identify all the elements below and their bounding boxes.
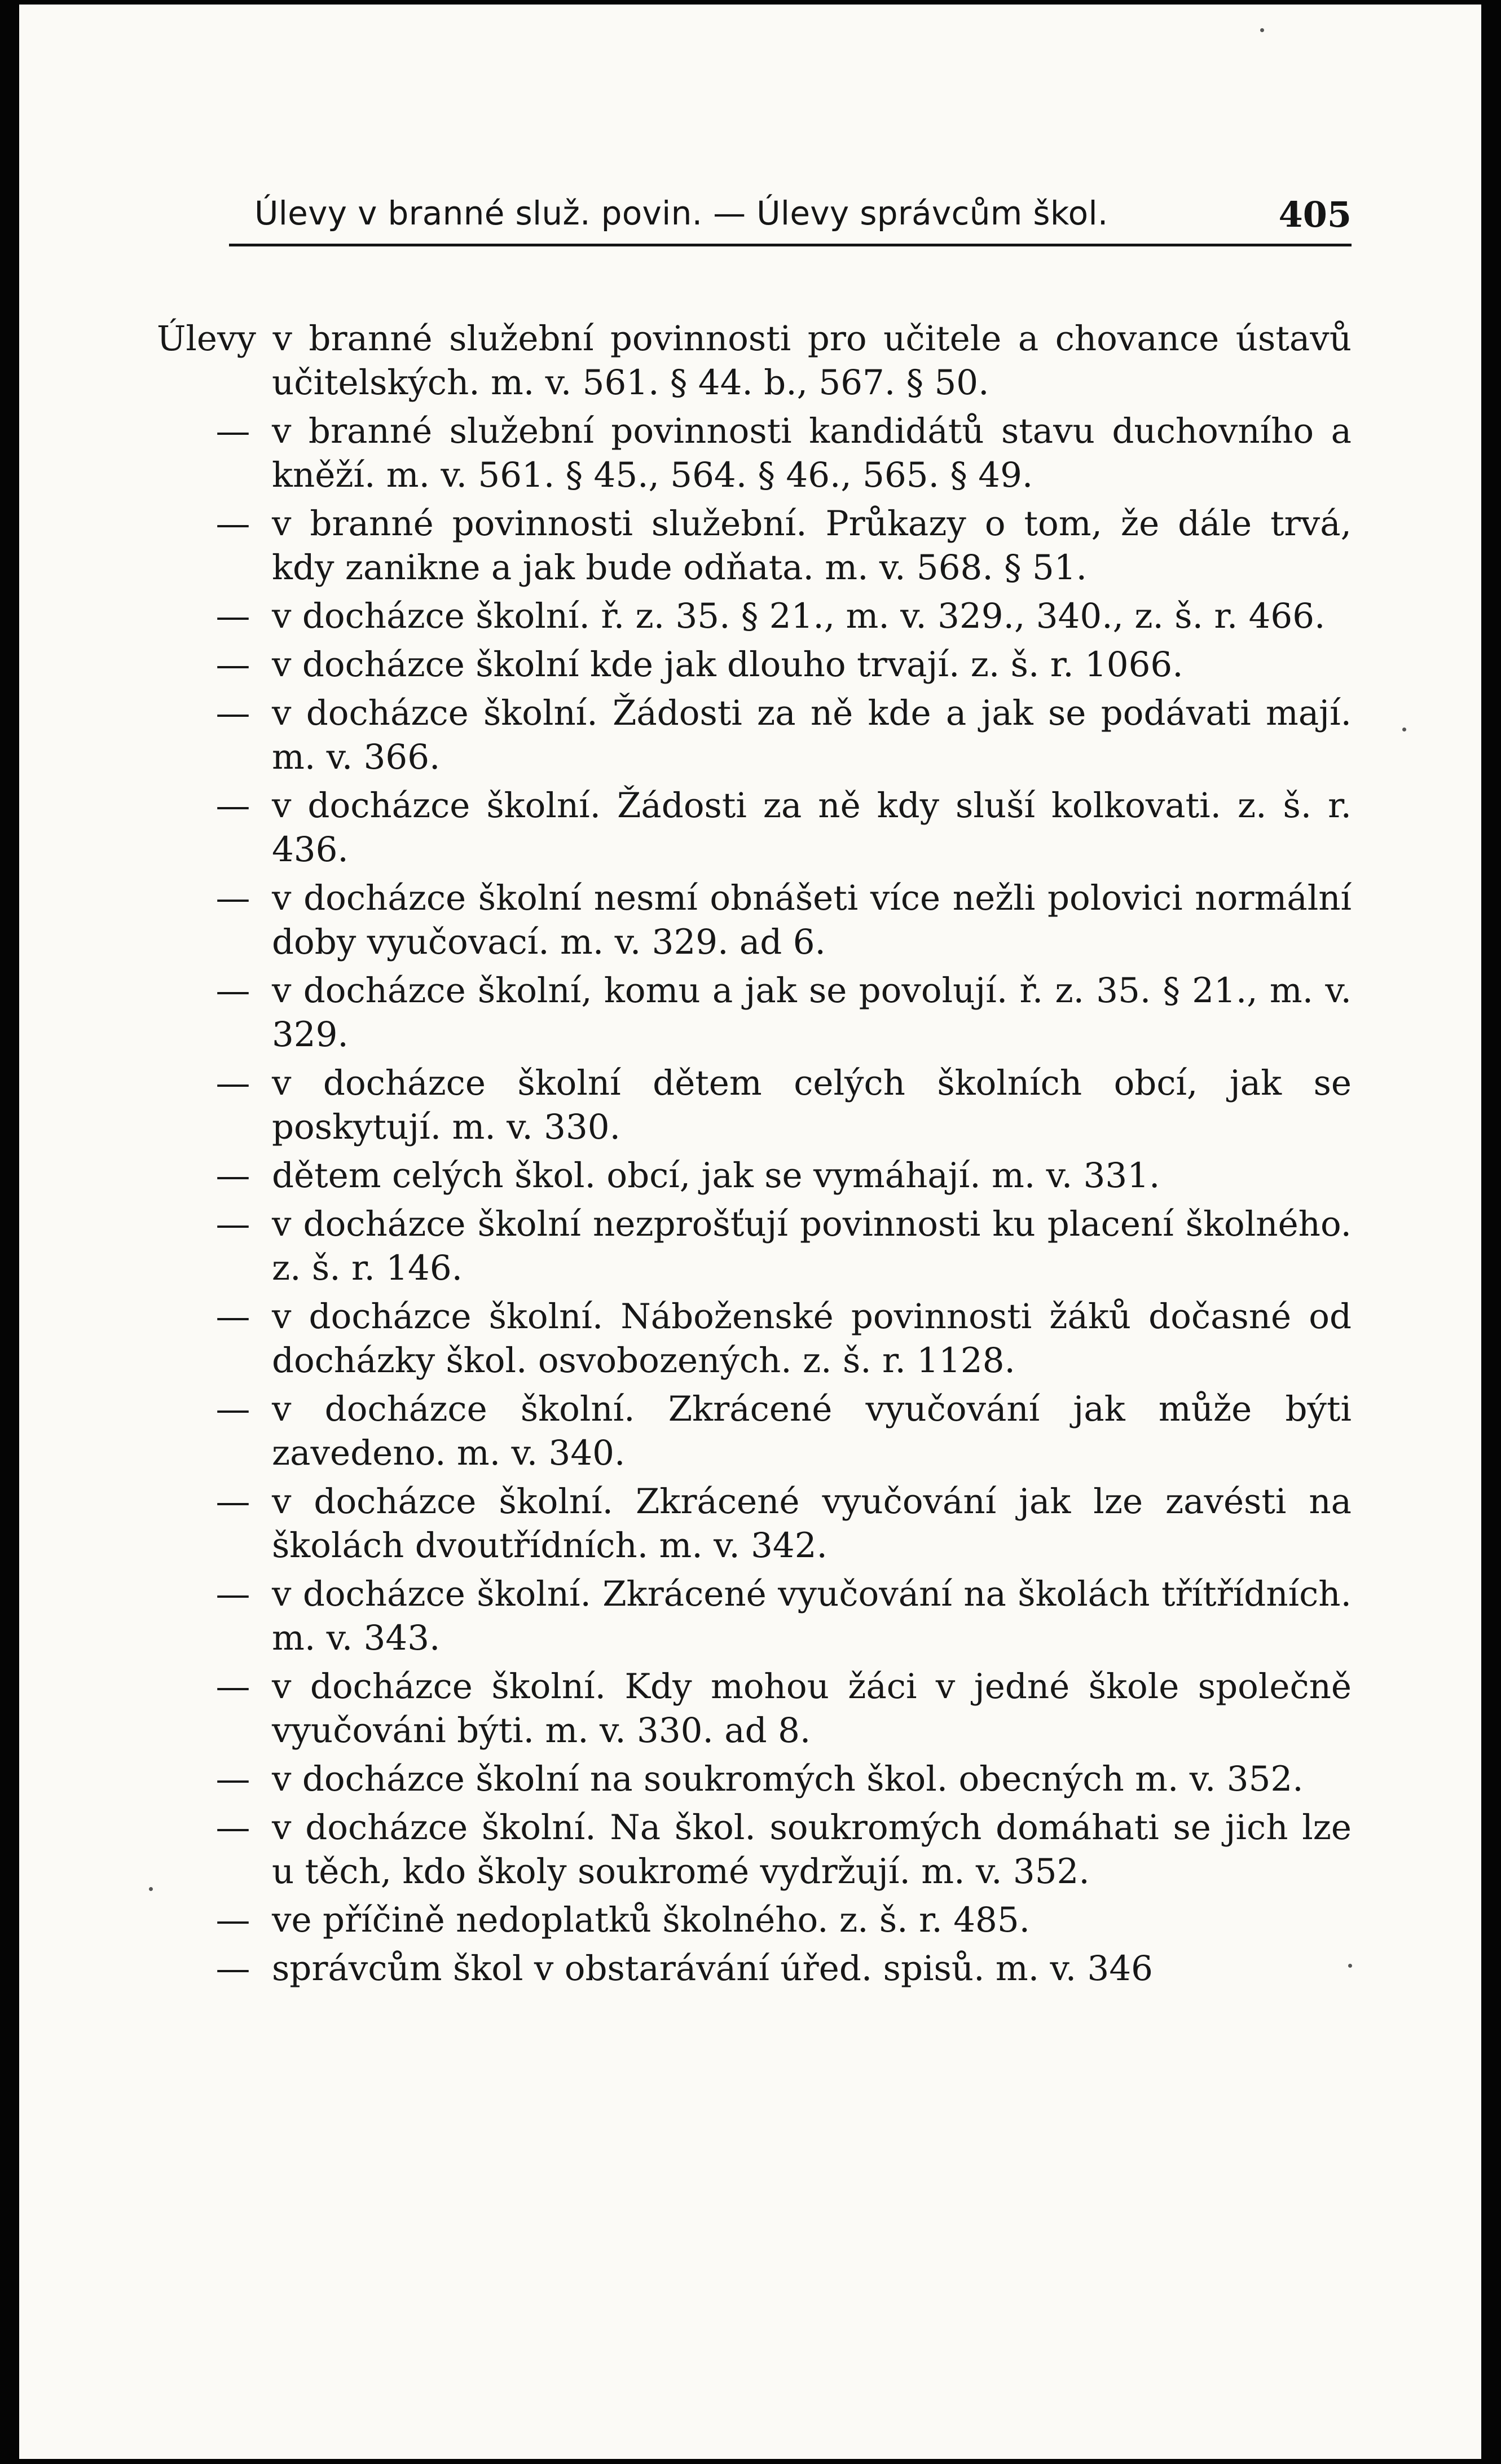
continuation-dash: —	[215, 411, 250, 451]
index-entry	[157, 1947, 1352, 1991]
index-entry	[157, 1295, 1352, 1383]
index-entry-text: v branné povinnosti služební. Průkazy o tom, že dále trvá, kdy zanikne a jak bude odňata. m. v. 568. § 51.	[272, 504, 1352, 588]
index-entry-text: v docházce školní. Žádosti za ně kdy sluší kolkovati. z. š. r. 436.	[272, 786, 1352, 870]
continuation-dash: —	[215, 596, 250, 636]
index-entry-text: v docházce školní nesmí obnášeti více nežli polovici normální doby vyučovací. m. v. 329. ad 6.	[272, 878, 1352, 962]
index-entry	[157, 594, 1352, 638]
continuation-dash: —	[215, 1900, 250, 1940]
continuation-dash: —	[215, 1482, 250, 1522]
continuation-dash: —	[215, 1574, 250, 1614]
paper-speck	[1260, 28, 1264, 32]
index-entry-text: v docházce školní. Zkrácené vyučování na školách třítřídních. m. v. 343.	[272, 1574, 1352, 1658]
index-entry-text: v docházce školní nezprošťují povinnosti ku placení školného. z. š. r. 146.	[272, 1204, 1352, 1288]
index-entry-text: v docházce školní. Zkrácené vyučování jak může býti zavedeno. m. v. 340.	[272, 1389, 1352, 1473]
index-entry-text: v branné služební povinnosti kandidátů stavu duchovního a kněží. m. v. 561. § 45., 564. § 46., 565. § 49.	[272, 411, 1352, 495]
index-entry	[157, 1898, 1352, 1942]
index-entry	[157, 1757, 1352, 1801]
continuation-dash: —	[215, 1667, 250, 1707]
index-entry-text: v docházce školní. Žádosti za ně kde a jak se podávati mají. m. v. 366.	[272, 693, 1352, 777]
continuation-dash: —	[215, 971, 250, 1011]
index-entry-text: v docházce školní. Kdy mohou žáci v jedné škole společně vyučováni býti. m. v. 330. ad 8.	[272, 1667, 1352, 1751]
continuation-dash: —	[215, 1949, 250, 1989]
index-entry	[157, 1480, 1352, 1568]
index-entry-text: v docházce školní na soukromých škol. obecných m. v. 352.	[272, 1759, 1304, 1799]
continuation-dash: —	[215, 1204, 250, 1244]
index-entry	[157, 1387, 1352, 1475]
index-entry	[157, 969, 1352, 1057]
header-rule	[229, 244, 1352, 246]
book-page	[19, 5, 1481, 2459]
index-entry-text: v docházce školní, komu a jak se povolují. ř. z. 35. § 21., m. v. 329.	[272, 971, 1352, 1055]
index-entries	[157, 317, 1352, 1995]
index-entry-text: správcům škol v obstarávání úřed. spisů. m. v. 346	[272, 1949, 1153, 1989]
continuation-dash: —	[215, 1808, 250, 1848]
index-entry	[157, 784, 1352, 872]
index-entry	[157, 1665, 1352, 1753]
continuation-dash: —	[215, 1156, 250, 1196]
index-entry	[157, 1572, 1352, 1660]
index-entry-text: dětem celých škol. obcí, jak se vymáhají. m. v. 331.	[272, 1156, 1160, 1196]
index-entry	[157, 876, 1352, 964]
page-number: 405	[1278, 194, 1352, 235]
index-entry	[157, 1806, 1352, 1894]
continuation-dash: —	[215, 1297, 250, 1337]
continuation-dash: —	[215, 1759, 250, 1799]
index-entry-text: v docházce školní dětem celých školních obcí, jak se poskytují. m. v. 330.	[272, 1063, 1352, 1147]
index-entry	[157, 643, 1352, 687]
paper-speck	[1348, 1964, 1352, 1968]
index-entry	[157, 502, 1352, 590]
index-entry-text: ve příčině nedoplatků školného. z. š. r. 485.	[272, 1900, 1031, 1940]
index-entry	[157, 691, 1352, 779]
paper-speck	[149, 1887, 153, 1891]
continuation-dash: —	[215, 786, 250, 826]
continuation-dash: —	[215, 693, 250, 733]
index-entry-text: v docházce školní. Náboženské povinnosti žáků dočasné od docházky škol. osvobozených. z. š. r. 1128.	[272, 1297, 1352, 1381]
continuation-dash: —	[215, 1389, 250, 1429]
index-entry-text: Úlevy v branné služební povinnosti pro učitele a chovance ústavů učitelských. m. v. 561. § 44. b., 567. § 50.	[157, 319, 1352, 403]
index-entry	[157, 409, 1352, 497]
index-entry-text: v docházce školní. ř. z. 35. § 21., m. v. 329., 340., z. š. r. 466.	[272, 596, 1326, 636]
index-entry-text: v docházce školní kde jak dlouho trvají. z. š. r. 1066.	[272, 645, 1183, 685]
index-entry-text: v docházce školní. Zkrácené vyučování jak lze zavésti na školách dvoutřídních. m. v. 342.	[272, 1482, 1352, 1566]
index-entry	[157, 1061, 1352, 1149]
continuation-dash: —	[215, 1063, 250, 1103]
index-entry	[157, 1202, 1352, 1290]
continuation-dash: —	[215, 878, 250, 918]
index-entry-text: v docházce školní. Na škol. soukromých domáhati se jich lze u těch, kdo školy soukromé vydržují. m. v. 352.	[272, 1808, 1352, 1892]
continuation-dash: —	[215, 504, 250, 544]
paper-speck	[1402, 728, 1406, 731]
index-entry-main	[157, 317, 1352, 405]
continuation-dash: —	[215, 645, 250, 685]
running-header	[229, 184, 1352, 252]
running-header-title: Úlevy v branné služ. povin. — Úlevy správcům škol.	[254, 194, 1108, 232]
index-entry	[157, 1154, 1352, 1198]
